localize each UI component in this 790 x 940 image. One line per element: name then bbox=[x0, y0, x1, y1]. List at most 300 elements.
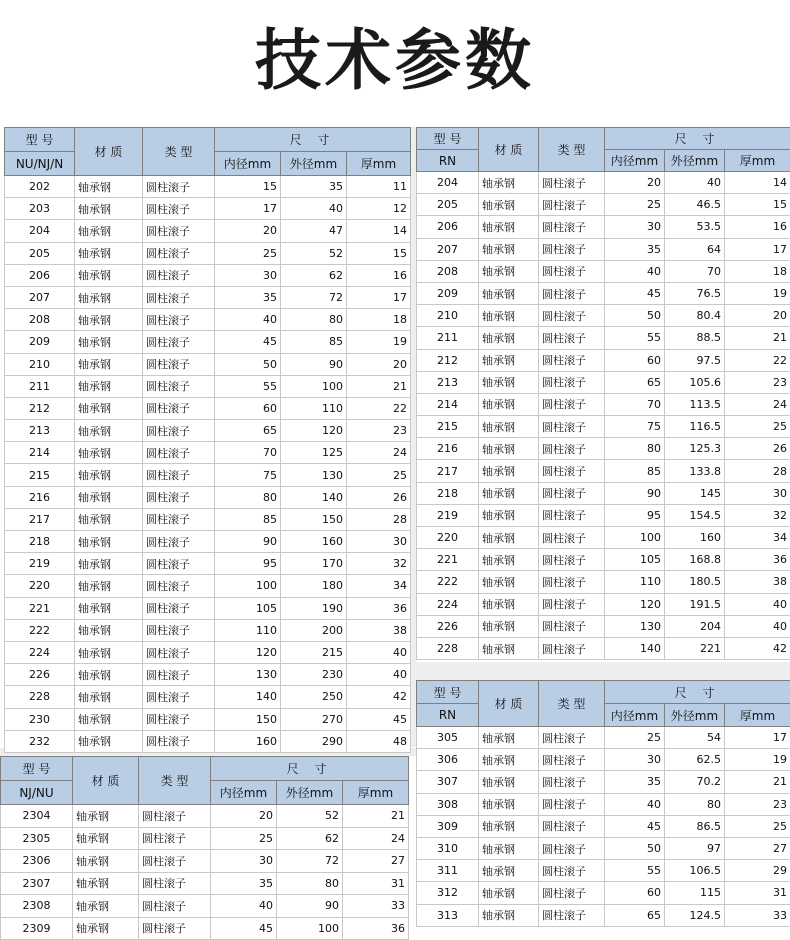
cell-outer-diameter: 270 bbox=[281, 708, 347, 730]
cell-type: 圆柱滚子 bbox=[539, 416, 605, 438]
cell-model: 209 bbox=[5, 331, 75, 353]
cell-model: 226 bbox=[5, 664, 75, 686]
cell-thickness: 19 bbox=[725, 749, 790, 771]
cell-model: 2308 bbox=[1, 895, 73, 918]
header-inner-diameter: 内径mm bbox=[211, 781, 277, 805]
cell-inner-diameter: 30 bbox=[605, 216, 665, 238]
cell-model: 2304 bbox=[1, 805, 73, 828]
cell-inner-diameter: 150 bbox=[215, 708, 281, 730]
cell-type: 圆柱滚子 bbox=[539, 904, 605, 926]
table-row bbox=[417, 837, 790, 859]
cell-inner-diameter: 140 bbox=[215, 686, 281, 708]
cell-material: 轴承钢 bbox=[73, 895, 139, 918]
header-model-label: 型 号 bbox=[417, 128, 479, 150]
cell-outer-diameter: 120 bbox=[281, 420, 347, 442]
cell-type: 圆柱滚子 bbox=[539, 527, 605, 549]
table-row bbox=[417, 238, 790, 260]
cell-type: 圆柱滚子 bbox=[143, 420, 215, 442]
cell-type: 圆柱滚子 bbox=[143, 708, 215, 730]
cell-material: 轴承钢 bbox=[479, 194, 539, 216]
header-size: 尺 寸 bbox=[605, 128, 790, 150]
table-row bbox=[5, 176, 411, 198]
cell-material: 轴承钢 bbox=[479, 860, 539, 882]
cell-thickness: 32 bbox=[347, 553, 411, 575]
cell-inner-diameter: 50 bbox=[215, 353, 281, 375]
cell-thickness: 14 bbox=[347, 220, 411, 242]
cell-type: 圆柱滚子 bbox=[539, 749, 605, 771]
cell-type: 圆柱滚子 bbox=[539, 393, 605, 415]
header-model-label: 型 号 bbox=[417, 681, 479, 704]
cell-type: 圆柱滚子 bbox=[143, 508, 215, 530]
table-row bbox=[5, 464, 411, 486]
header-outer-diameter: 外径mm bbox=[277, 781, 343, 805]
header-size: 尺 寸 bbox=[211, 757, 409, 781]
cell-model: 215 bbox=[5, 464, 75, 486]
cell-thickness: 15 bbox=[347, 242, 411, 264]
cell-thickness: 22 bbox=[347, 397, 411, 419]
cell-thickness: 24 bbox=[343, 827, 409, 850]
cell-thickness: 12 bbox=[347, 198, 411, 220]
table-row bbox=[5, 664, 411, 686]
cell-material: 轴承钢 bbox=[75, 242, 143, 264]
cell-outer-diameter: 90 bbox=[281, 353, 347, 375]
header-type: 类 型 bbox=[539, 681, 605, 727]
cell-type: 圆柱滚子 bbox=[143, 353, 215, 375]
header-model-label: 型 号 bbox=[5, 128, 75, 152]
cell-outer-diameter: 290 bbox=[281, 730, 347, 752]
cell-type: 圆柱滚子 bbox=[143, 664, 215, 686]
table-row bbox=[5, 331, 411, 353]
cell-inner-diameter: 50 bbox=[605, 837, 665, 859]
cell-model: 202 bbox=[5, 176, 75, 198]
cell-outer-diameter: 125.3 bbox=[665, 438, 725, 460]
cell-type: 圆柱滚子 bbox=[539, 882, 605, 904]
cell-type: 圆柱滚子 bbox=[539, 571, 605, 593]
cell-model: 219 bbox=[5, 553, 75, 575]
cell-material: 轴承钢 bbox=[75, 575, 143, 597]
cell-thickness: 42 bbox=[347, 686, 411, 708]
cell-thickness: 21 bbox=[343, 805, 409, 828]
header-model-label: 型 号 bbox=[1, 757, 73, 781]
cell-type: 圆柱滚子 bbox=[143, 641, 215, 663]
table-row bbox=[417, 549, 790, 571]
cell-thickness: 36 bbox=[343, 917, 409, 940]
header-inner-diameter: 内径mm bbox=[605, 704, 665, 727]
table-row bbox=[5, 708, 411, 730]
cell-type: 圆柱滚子 bbox=[539, 172, 605, 194]
cell-type: 圆柱滚子 bbox=[143, 597, 215, 619]
cell-outer-diameter: 88.5 bbox=[665, 327, 725, 349]
table-row bbox=[5, 619, 411, 641]
cell-outer-diameter: 80 bbox=[665, 793, 725, 815]
header-size: 尺 寸 bbox=[215, 128, 411, 152]
table-row bbox=[417, 460, 790, 482]
cell-model: 2305 bbox=[1, 827, 73, 850]
cell-material: 轴承钢 bbox=[73, 827, 139, 850]
cell-inner-diameter: 35 bbox=[605, 771, 665, 793]
table-row bbox=[5, 553, 411, 575]
cell-outer-diameter: 160 bbox=[665, 527, 725, 549]
header-size: 尺 寸 bbox=[605, 681, 790, 704]
cell-type: 圆柱滚子 bbox=[143, 686, 215, 708]
cell-type: 圆柱滚子 bbox=[143, 375, 215, 397]
cell-outer-diameter: 115 bbox=[665, 882, 725, 904]
cell-inner-diameter: 100 bbox=[215, 575, 281, 597]
cell-outer-diameter: 52 bbox=[281, 242, 347, 264]
cell-type: 圆柱滚子 bbox=[139, 850, 211, 873]
cell-outer-diameter: 90 bbox=[277, 895, 343, 918]
cell-model: 208 bbox=[417, 260, 479, 282]
cell-type: 圆柱滚子 bbox=[539, 615, 605, 637]
cell-thickness: 26 bbox=[347, 486, 411, 508]
header-model-series: NU/NJ/N bbox=[5, 152, 75, 176]
cell-thickness: 45 bbox=[347, 708, 411, 730]
table-row bbox=[417, 371, 790, 393]
cell-outer-diameter: 180.5 bbox=[665, 571, 725, 593]
cell-model: 211 bbox=[417, 327, 479, 349]
cell-outer-diameter: 190 bbox=[281, 597, 347, 619]
cell-inner-diameter: 130 bbox=[605, 615, 665, 637]
cell-inner-diameter: 60 bbox=[605, 882, 665, 904]
cell-type: 圆柱滚子 bbox=[143, 286, 215, 308]
cell-outer-diameter: 221 bbox=[665, 637, 725, 659]
cell-outer-diameter: 76.5 bbox=[665, 282, 725, 304]
cell-thickness: 40 bbox=[347, 641, 411, 663]
cell-outer-diameter: 130 bbox=[281, 464, 347, 486]
table-row bbox=[5, 531, 411, 553]
cell-type: 圆柱滚子 bbox=[539, 504, 605, 526]
cell-type: 圆柱滚子 bbox=[143, 575, 215, 597]
table-row bbox=[417, 749, 790, 771]
cell-inner-diameter: 120 bbox=[215, 641, 281, 663]
cell-inner-diameter: 20 bbox=[215, 220, 281, 242]
cell-outer-diameter: 46.5 bbox=[665, 194, 725, 216]
cell-material: 轴承钢 bbox=[75, 375, 143, 397]
cell-inner-diameter: 100 bbox=[605, 527, 665, 549]
table-row bbox=[5, 264, 411, 286]
cell-model: 210 bbox=[5, 353, 75, 375]
cell-material: 轴承钢 bbox=[75, 508, 143, 530]
cell-thickness: 21 bbox=[347, 375, 411, 397]
table-row bbox=[417, 860, 790, 882]
cell-type: 圆柱滚子 bbox=[139, 917, 211, 940]
table-row bbox=[417, 305, 790, 327]
cell-model: 204 bbox=[417, 172, 479, 194]
cell-model: 218 bbox=[417, 482, 479, 504]
table-row bbox=[417, 615, 790, 637]
cell-model: 211 bbox=[5, 375, 75, 397]
cell-thickness: 26 bbox=[725, 438, 790, 460]
cell-outer-diameter: 70 bbox=[665, 260, 725, 282]
cell-model: 217 bbox=[417, 460, 479, 482]
cell-inner-diameter: 45 bbox=[215, 331, 281, 353]
cell-outer-diameter: 145 bbox=[665, 482, 725, 504]
cell-thickness: 11 bbox=[347, 176, 411, 198]
cell-inner-diameter: 40 bbox=[605, 260, 665, 282]
cell-outer-diameter: 125 bbox=[281, 442, 347, 464]
cell-thickness: 36 bbox=[347, 597, 411, 619]
cell-material: 轴承钢 bbox=[75, 442, 143, 464]
cell-outer-diameter: 97.5 bbox=[665, 349, 725, 371]
cell-type: 圆柱滚子 bbox=[539, 438, 605, 460]
cell-outer-diameter: 116.5 bbox=[665, 416, 725, 438]
table-row bbox=[417, 882, 790, 904]
cell-model: 216 bbox=[5, 486, 75, 508]
cell-model: 209 bbox=[417, 282, 479, 304]
cell-inner-diameter: 20 bbox=[605, 172, 665, 194]
table-row bbox=[417, 282, 790, 304]
cell-outer-diameter: 54 bbox=[665, 727, 725, 749]
cell-material: 轴承钢 bbox=[479, 571, 539, 593]
table-row bbox=[5, 309, 411, 331]
cell-outer-diameter: 154.5 bbox=[665, 504, 725, 526]
header-inner-diameter: 内径mm bbox=[215, 152, 281, 176]
cell-material: 轴承钢 bbox=[479, 793, 539, 815]
cell-outer-diameter: 35 bbox=[281, 176, 347, 198]
cell-thickness: 23 bbox=[725, 793, 790, 815]
table-row bbox=[5, 397, 411, 419]
header-model-series: RN bbox=[417, 150, 479, 172]
cell-model: 218 bbox=[5, 531, 75, 553]
cell-thickness: 48 bbox=[347, 730, 411, 752]
cell-inner-diameter: 30 bbox=[211, 850, 277, 873]
cell-inner-diameter: 105 bbox=[605, 549, 665, 571]
cell-type: 圆柱滚子 bbox=[143, 242, 215, 264]
cell-type: 圆柱滚子 bbox=[143, 553, 215, 575]
cell-material: 轴承钢 bbox=[479, 260, 539, 282]
cell-outer-diameter: 250 bbox=[281, 686, 347, 708]
cell-type: 圆柱滚子 bbox=[539, 194, 605, 216]
cell-material: 轴承钢 bbox=[479, 282, 539, 304]
cell-material: 轴承钢 bbox=[75, 486, 143, 508]
cell-material: 轴承钢 bbox=[75, 619, 143, 641]
spec-table-nu-nj-n-200 bbox=[4, 127, 411, 753]
cell-thickness: 18 bbox=[347, 309, 411, 331]
cell-model: 213 bbox=[417, 371, 479, 393]
cell-material: 轴承钢 bbox=[73, 805, 139, 828]
cell-outer-diameter: 80.4 bbox=[665, 305, 725, 327]
cell-thickness: 32 bbox=[725, 504, 790, 526]
cell-outer-diameter: 168.8 bbox=[665, 549, 725, 571]
cell-outer-diameter: 124.5 bbox=[665, 904, 725, 926]
table-row bbox=[417, 216, 790, 238]
cell-inner-diameter: 25 bbox=[211, 827, 277, 850]
cell-type: 圆柱滚子 bbox=[539, 238, 605, 260]
cell-outer-diameter: 200 bbox=[281, 619, 347, 641]
table-row bbox=[1, 805, 409, 828]
cell-material: 轴承钢 bbox=[479, 527, 539, 549]
table-row bbox=[417, 904, 790, 926]
cell-inner-diameter: 75 bbox=[605, 416, 665, 438]
cell-outer-diameter: 52 bbox=[277, 805, 343, 828]
cell-thickness: 16 bbox=[725, 216, 790, 238]
header-type: 类 型 bbox=[143, 128, 215, 176]
gutter-shade bbox=[416, 662, 790, 680]
cell-type: 圆柱滚子 bbox=[143, 442, 215, 464]
cell-inner-diameter: 110 bbox=[605, 571, 665, 593]
cell-inner-diameter: 40 bbox=[605, 793, 665, 815]
cell-outer-diameter: 106.5 bbox=[665, 860, 725, 882]
cell-material: 轴承钢 bbox=[479, 438, 539, 460]
cell-inner-diameter: 40 bbox=[211, 895, 277, 918]
cell-model: 312 bbox=[417, 882, 479, 904]
cell-outer-diameter: 100 bbox=[281, 375, 347, 397]
header-inner-diameter: 内径mm bbox=[605, 150, 665, 172]
cell-model: 212 bbox=[5, 397, 75, 419]
cell-inner-diameter: 50 bbox=[605, 305, 665, 327]
cell-material: 轴承钢 bbox=[479, 238, 539, 260]
cell-model: 311 bbox=[417, 860, 479, 882]
cell-inner-diameter: 55 bbox=[605, 327, 665, 349]
cell-type: 圆柱滚子 bbox=[539, 260, 605, 282]
cell-thickness: 28 bbox=[725, 460, 790, 482]
spec-table-rn-300 bbox=[416, 680, 790, 927]
cell-material: 轴承钢 bbox=[479, 593, 539, 615]
header-type: 类 型 bbox=[139, 757, 211, 805]
cell-thickness: 33 bbox=[725, 904, 790, 926]
cell-type: 圆柱滚子 bbox=[143, 264, 215, 286]
cell-thickness: 40 bbox=[725, 615, 790, 637]
cell-model: 220 bbox=[417, 527, 479, 549]
cell-outer-diameter: 72 bbox=[281, 286, 347, 308]
cell-material: 轴承钢 bbox=[75, 286, 143, 308]
cell-inner-diameter: 60 bbox=[215, 397, 281, 419]
cell-type: 圆柱滚子 bbox=[143, 176, 215, 198]
cell-model: 205 bbox=[5, 242, 75, 264]
cell-thickness: 34 bbox=[347, 575, 411, 597]
header-thickness: 厚mm bbox=[347, 152, 411, 176]
table-row bbox=[5, 486, 411, 508]
cell-outer-diameter: 150 bbox=[281, 508, 347, 530]
cell-inner-diameter: 45 bbox=[605, 815, 665, 837]
cell-thickness: 38 bbox=[725, 571, 790, 593]
cell-inner-diameter: 25 bbox=[605, 194, 665, 216]
table-row bbox=[1, 872, 409, 895]
cell-outer-diameter: 113.5 bbox=[665, 393, 725, 415]
cell-material: 轴承钢 bbox=[479, 371, 539, 393]
header-type: 类 型 bbox=[539, 128, 605, 172]
cell-outer-diameter: 64 bbox=[665, 238, 725, 260]
cell-inner-diameter: 120 bbox=[605, 593, 665, 615]
cell-model: 228 bbox=[417, 637, 479, 659]
cell-type: 圆柱滚子 bbox=[539, 482, 605, 504]
spec-table-nj-nu-2300 bbox=[0, 756, 409, 940]
cell-thickness: 17 bbox=[725, 727, 790, 749]
cell-model: 222 bbox=[417, 571, 479, 593]
cell-model: 206 bbox=[5, 264, 75, 286]
header-outer-diameter: 外径mm bbox=[665, 150, 725, 172]
cell-material: 轴承钢 bbox=[75, 397, 143, 419]
cell-thickness: 17 bbox=[347, 286, 411, 308]
cell-type: 圆柱滚子 bbox=[143, 220, 215, 242]
table-row bbox=[5, 220, 411, 242]
cell-inner-diameter: 17 bbox=[215, 198, 281, 220]
cell-thickness: 21 bbox=[725, 771, 790, 793]
cell-model: 216 bbox=[417, 438, 479, 460]
cell-model: 306 bbox=[417, 749, 479, 771]
cell-material: 轴承钢 bbox=[75, 531, 143, 553]
header-thickness: 厚mm bbox=[725, 150, 790, 172]
table-row bbox=[417, 771, 790, 793]
cell-material: 轴承钢 bbox=[73, 850, 139, 873]
cell-thickness: 29 bbox=[725, 860, 790, 882]
cell-model: 232 bbox=[5, 730, 75, 752]
cell-thickness: 20 bbox=[347, 353, 411, 375]
cell-model: 2306 bbox=[1, 850, 73, 873]
cell-model: 204 bbox=[5, 220, 75, 242]
cell-material: 轴承钢 bbox=[479, 771, 539, 793]
table-row bbox=[417, 815, 790, 837]
table-row bbox=[417, 393, 790, 415]
table-row bbox=[5, 575, 411, 597]
header-material: 材 质 bbox=[73, 757, 139, 805]
cell-material: 轴承钢 bbox=[75, 641, 143, 663]
cell-thickness: 27 bbox=[343, 850, 409, 873]
cell-material: 轴承钢 bbox=[73, 872, 139, 895]
cell-type: 圆柱滚子 bbox=[539, 815, 605, 837]
cell-model: 2307 bbox=[1, 872, 73, 895]
cell-material: 轴承钢 bbox=[75, 198, 143, 220]
cell-type: 圆柱滚子 bbox=[539, 637, 605, 659]
cell-material: 轴承钢 bbox=[479, 460, 539, 482]
cell-thickness: 36 bbox=[725, 549, 790, 571]
cell-outer-diameter: 62 bbox=[277, 827, 343, 850]
cell-material: 轴承钢 bbox=[479, 727, 539, 749]
cell-inner-diameter: 140 bbox=[605, 637, 665, 659]
cell-thickness: 40 bbox=[347, 664, 411, 686]
cell-material: 轴承钢 bbox=[479, 216, 539, 238]
table-row bbox=[5, 242, 411, 264]
cell-outer-diameter: 100 bbox=[277, 917, 343, 940]
cell-inner-diameter: 15 bbox=[215, 176, 281, 198]
cell-type: 圆柱滚子 bbox=[539, 282, 605, 304]
cell-material: 轴承钢 bbox=[75, 353, 143, 375]
table-row bbox=[1, 827, 409, 850]
cell-inner-diameter: 130 bbox=[215, 664, 281, 686]
cell-thickness: 42 bbox=[725, 637, 790, 659]
cell-model: 207 bbox=[417, 238, 479, 260]
table-row bbox=[1, 917, 409, 940]
cell-material: 轴承钢 bbox=[75, 176, 143, 198]
cell-inner-diameter: 85 bbox=[215, 508, 281, 530]
cell-thickness: 25 bbox=[347, 464, 411, 486]
cell-inner-diameter: 75 bbox=[215, 464, 281, 486]
table-row bbox=[417, 593, 790, 615]
table-row bbox=[5, 198, 411, 220]
cell-outer-diameter: 191.5 bbox=[665, 593, 725, 615]
cell-thickness: 23 bbox=[725, 371, 790, 393]
cell-model: 305 bbox=[417, 727, 479, 749]
cell-model: 224 bbox=[417, 593, 479, 615]
cell-model: 220 bbox=[5, 575, 75, 597]
cell-model: 221 bbox=[417, 549, 479, 571]
cell-material: 轴承钢 bbox=[479, 305, 539, 327]
cell-material: 轴承钢 bbox=[75, 331, 143, 353]
cell-material: 轴承钢 bbox=[75, 686, 143, 708]
cell-outer-diameter: 47 bbox=[281, 220, 347, 242]
table-row bbox=[5, 508, 411, 530]
cell-inner-diameter: 30 bbox=[605, 749, 665, 771]
cell-outer-diameter: 204 bbox=[665, 615, 725, 637]
cell-material: 轴承钢 bbox=[75, 664, 143, 686]
header-thickness: 厚mm bbox=[343, 781, 409, 805]
cell-outer-diameter: 170 bbox=[281, 553, 347, 575]
cell-type: 圆柱滚子 bbox=[143, 531, 215, 553]
cell-inner-diameter: 65 bbox=[605, 371, 665, 393]
header-material: 材 质 bbox=[479, 681, 539, 727]
cell-thickness: 17 bbox=[725, 238, 790, 260]
cell-type: 圆柱滚子 bbox=[143, 486, 215, 508]
